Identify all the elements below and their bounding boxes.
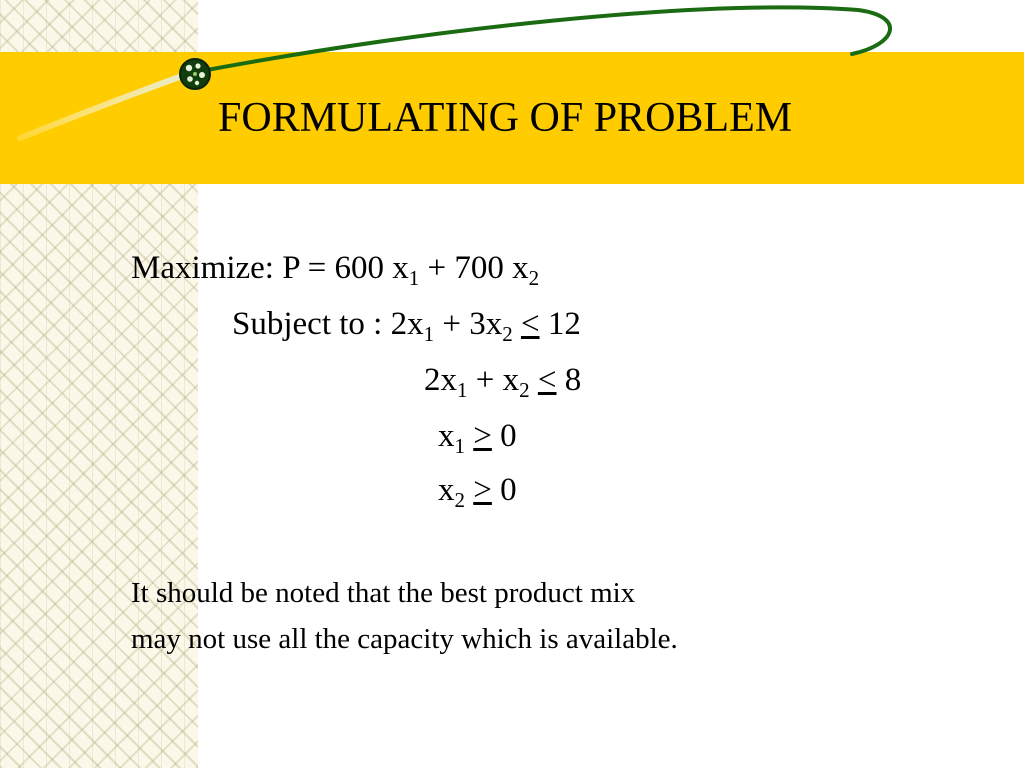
objective-line [131,248,539,288]
subscript: 2 [454,488,465,512]
note-line-1: It should be noted that the best product mix [131,577,636,609]
subscript: 2 [502,322,513,346]
greater-equal-operator: > [473,418,492,454]
objective-text: Maximize: P = 600 x [131,250,409,286]
constraint-text: x [438,418,455,454]
less-equal-operator: < [537,362,557,398]
constraint-line-3 [438,416,517,456]
subscript: 1 [408,266,420,290]
subscript: 1 [423,322,435,346]
constraint-text: x [438,472,455,508]
bullet-orb-icon [180,59,210,89]
constraint-text [513,306,521,342]
subscript: 2 [528,266,540,290]
constraint-text: + 3x [434,306,503,342]
note-line-2: may not use all the capacity which is available. [131,623,678,655]
constraint-text: + x [467,362,520,398]
constraint-line-4 [438,470,517,510]
objective-text: + 700 x [419,250,529,286]
constraint-text [530,362,538,398]
subscript: 1 [454,434,465,458]
greater-equal-operator: > [473,472,492,508]
constraint-text: 2x [424,362,457,398]
subscript: 2 [519,378,530,402]
constraint-text: 0 [491,418,517,454]
subscript: 1 [457,378,468,402]
less-equal-operator: < [520,306,540,342]
constraint-line-2 [424,360,581,400]
constraint-text: 0 [491,472,517,508]
constraint-text: 8 [556,362,582,398]
swoosh-line [196,7,890,72]
constraint-line-1 [232,304,581,344]
slide-title: FORMULATING OF PROBLEM [218,95,793,141]
constraint-text [465,418,473,454]
constraint-text: Subject to : 2x [232,306,424,342]
constraint-text: 12 [539,306,581,342]
constraint-text [465,472,473,508]
